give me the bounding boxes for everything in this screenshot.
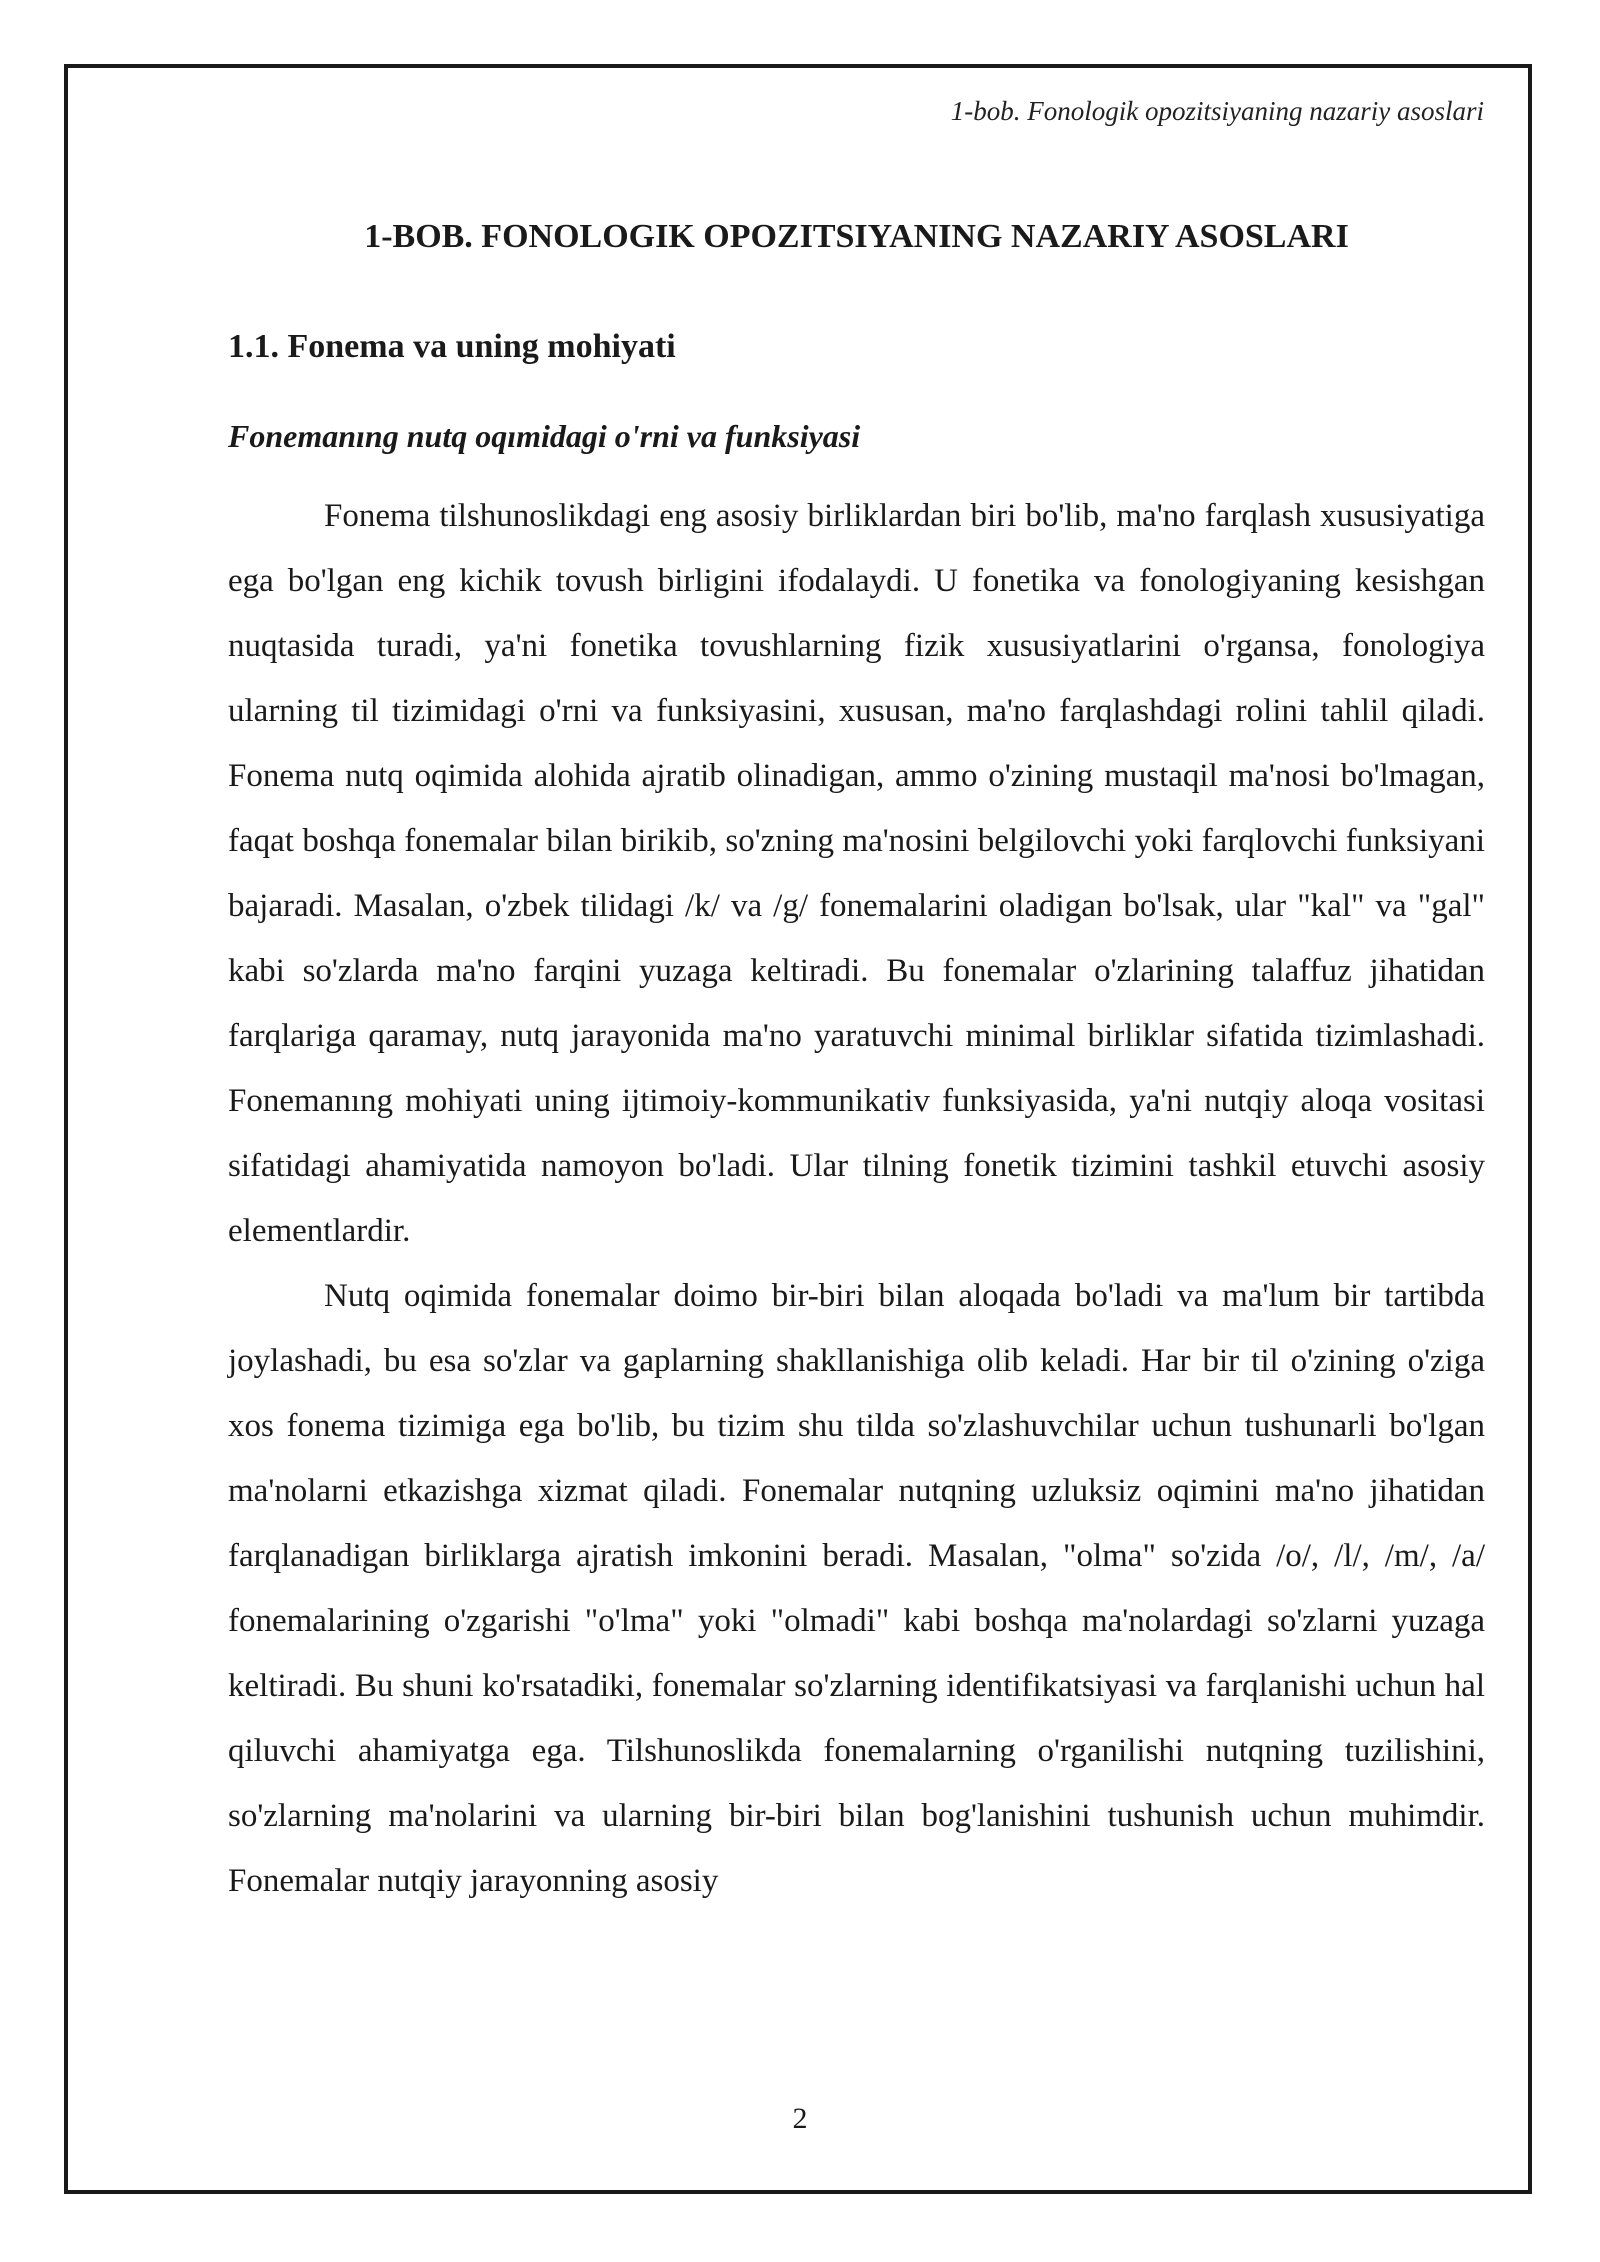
chapter-title: 1-BOB. FONOLOGIK OPOZITSIYANING NAZARIY ASOSLARI bbox=[364, 218, 1349, 255]
page-number: 2 bbox=[792, 2102, 808, 2135]
paragraph: Nutq oqimida fonemalar doimo bir-biri bilan aloqada bo'ladi va ma'lum bir tartibda joylashadi, bu esa so'zlar va gaplarning shakllanishiga olib keladi. Har bir til o'zining o'ziga xos fonema tizimiga ega bo'lib, bu tizim shu tilda so'zlashuvchilar uchun tushunarli bo'lgan ma'nolarni etkazishga xizmat qiladi. Fonemalar nutqning uzluksiz oqimini ma'no jihatidan farqlanadigan birliklarga ajratish imkonini beradi. Masalan, "olma" so'zida /o/, /l/, /m/, /a/ fonemalarining o'zgarishi "o'lma" yoki "olmadi" kabi boshqa ma'nolardagi so'zlarni yuzaga keltiradi. Bu shuni ko'rsatadiki, fonemalar so'zlarning identifikatsiyasi va farqlanishi uchun hal qiluvchi ahamiyatga ega. Tilshunoslikda fonemalarning o'rganilishi nutqning tuzilishini, so'zlarning ma'nolarini va ularning bir-biri bilan bog'lanishini tushunish uchun muhimdir. Fonemalar nutqiy jarayonning asosiy bbox=[228, 1278, 1485, 1899]
subsection-title: Fonemanıng nutq oqımidagi o'rni va funksiyasi bbox=[228, 418, 861, 454]
section-title: 1.1. Fonema va uning mohiyati bbox=[228, 328, 676, 365]
running-header: 1-bob. Fonologik opozitsiyaning nazariy asoslari bbox=[950, 96, 1484, 126]
body-text bbox=[228, 484, 1485, 1914]
paragraph: Fonema tilshunoslikdagi eng asosiy birliklardan biri bo'lib, ma'no farqlash xususiyatiga ega bo'lgan eng kichik tovush birligini ifodalaydi. U fonetika va fonologiyaning kesishgan nuqtasida turadi, ya'ni fonetika tovushlarning fizik xususiyatlarini o'rgansa, fonologiya ularning til tizimidagi o'rni va funksiyasini, xususan, ma'no farqlashdagi rolini tahlil qiladi. Fonema nutq oqimida alohida ajratib olinadigan, ammo o'zining mustaqil ma'nosi bo'lmagan, faqat boshqa fonemalar bilan birikib, so'zning ma'nosini belgilovchi yoki farqlovchi funksiyani bajaradi. Masalan, o'zbek tilidagi /k/ va /g/ fonemalarini oladigan bo'lsak, ular "kal" va "gal" kabi so'zlarda ma'no farqini yuzaga keltiradi. Bu fonemalar o'zlarining talaffuz jihatidan farqlariga qaramay, nutq jarayonida ma'no yaratuvchi minimal birliklar sifatida tizimlashadi. Fonemanıng mohiyati uning ijtimoiy-kommunikativ funksiyasida, ya'ni nutqiy aloqa vositasi sifatidagi ahamiyatida namoyon bo'ladi. Ular tilning fonetik tizimini tashkil etuvchi asosiy elementlardir. bbox=[228, 498, 1485, 1249]
